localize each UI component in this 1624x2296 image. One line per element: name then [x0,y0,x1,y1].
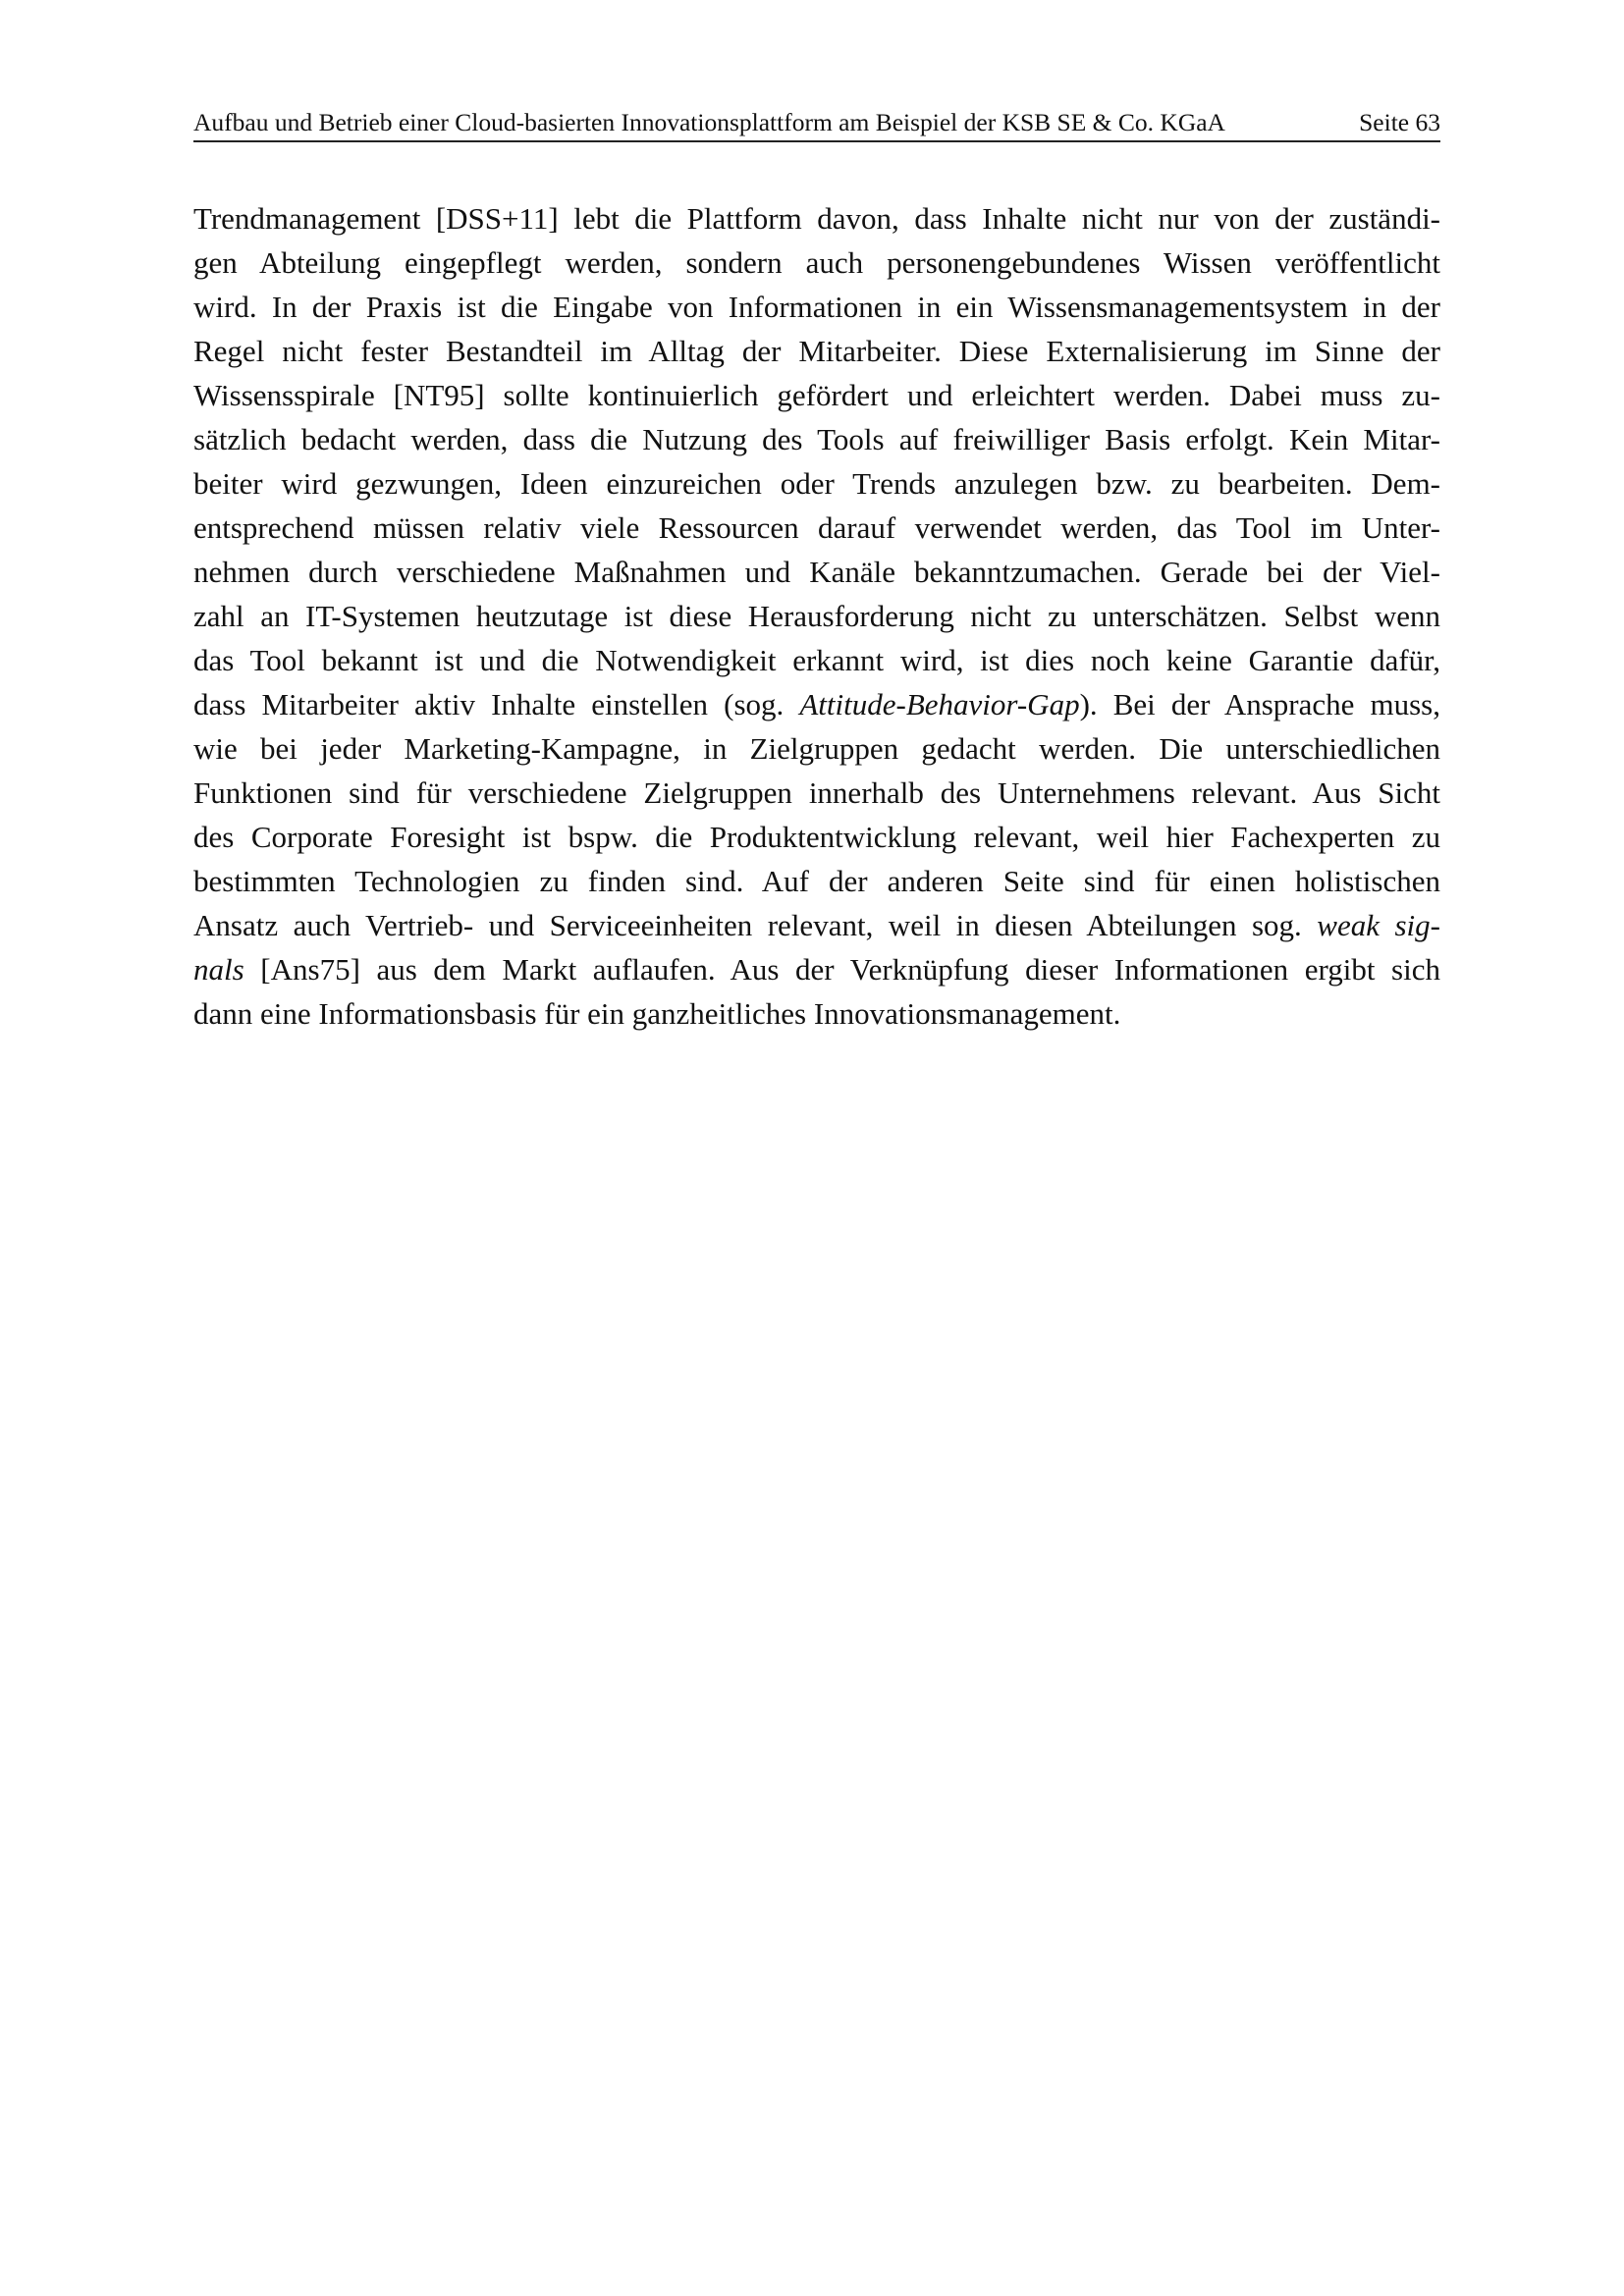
text-line: bestimmten Technologien zu finden sind. Auf der anderen Seite sind für einen holistischen [193,864,1440,898]
text-line [193,947,1440,991]
text-line [193,903,1440,947]
text-line: Trendmanagement [DSS+11] lebt die Plattform davon, dass Inhalte nicht nur von der zuständi- [193,201,1440,236]
text-line: sätzlich bedacht werden, dass die Nutzung des Tools auf freiwilliger Basis erfolgt. Kein Mitar- [193,422,1440,456]
text-segment: dass Mitarbeiter aktiv Inhalte einstellen (sog. [193,687,800,721]
text-line: Regel nicht fester Bestandteil im Alltag der Mitarbeiter. Diese Externalisierung im Sinne der [193,334,1440,368]
text-line: wird. In der Praxis ist die Eingabe von Informationen in ein Wissensmanagementsystem in der [193,290,1440,324]
text-segment: ). Bei der Ansprache muss, [1079,687,1440,721]
text-line: nehmen durch verschiedene Maßnahmen und Kanäle bekanntzumachen. Gerade bei der Viel- [193,555,1440,589]
text-line: zahl an IT-Systemen heutzutage ist diese Herausforderung nicht zu unterschätzen. Selbst wenn [193,599,1440,633]
header-title: Aufbau und Betrieb einer Cloud-basierten Innovationsplattform am Beispiel der KSB SE & Co. KGaA [193,108,1225,136]
running-header [193,108,1440,142]
text-line: dann eine Informationsbasis für ein ganzheitliches Innovationsmanagement. [193,996,1121,1031]
text-line: des Corporate Foresight ist bspw. die Produktentwicklung relevant, weil hier Fachexperten zu [193,820,1440,854]
text-line: entsprechend müssen relativ viele Ressourcen darauf verwendet werden, das Tool im Unter- [193,510,1440,545]
italic-term: weak sig- [1317,908,1440,942]
text-line [193,682,1440,726]
italic-term: Attitude-Behavior-Gap [799,687,1080,721]
text-line: gen Abteilung eingepflegt werden, sondern auch personengebundenes Wissen veröffentlicht [193,245,1440,280]
text-segment: [Ans75] aus dem Markt auflaufen. Aus der Verknüpfung dieser Informationen ergibt sich [244,952,1440,987]
text-segment: Ansatz auch Vertrieb- und Serviceeinheiten relevant, weil in diesen Abteilungen sog. [193,908,1318,942]
text-line: beiter wird gezwungen, Ideen einzureichen oder Trends anzulegen bzw. zu bearbeiten. Dem- [193,466,1440,501]
page-number: Seite 63 [1359,108,1440,136]
body-paragraph [193,196,1440,1036]
text-line: Wissensspirale [NT95] sollte kontinuierlich gefördert und erleichtert werden. Dabei muss zu- [193,378,1440,412]
italic-term: nals [193,952,244,987]
text-line: Funktionen sind für verschiedene Zielgruppen innerhalb des Unternehmens relevant. Aus Sicht [193,775,1440,810]
text-line: das Tool bekannt ist und die Notwendigkeit erkannt wird, ist dies noch keine Garantie dafür, [193,643,1440,677]
text-line: wie bei jeder Marketing-Kampagne, in Zielgruppen gedacht werden. Die unterschiedlichen [193,731,1440,766]
